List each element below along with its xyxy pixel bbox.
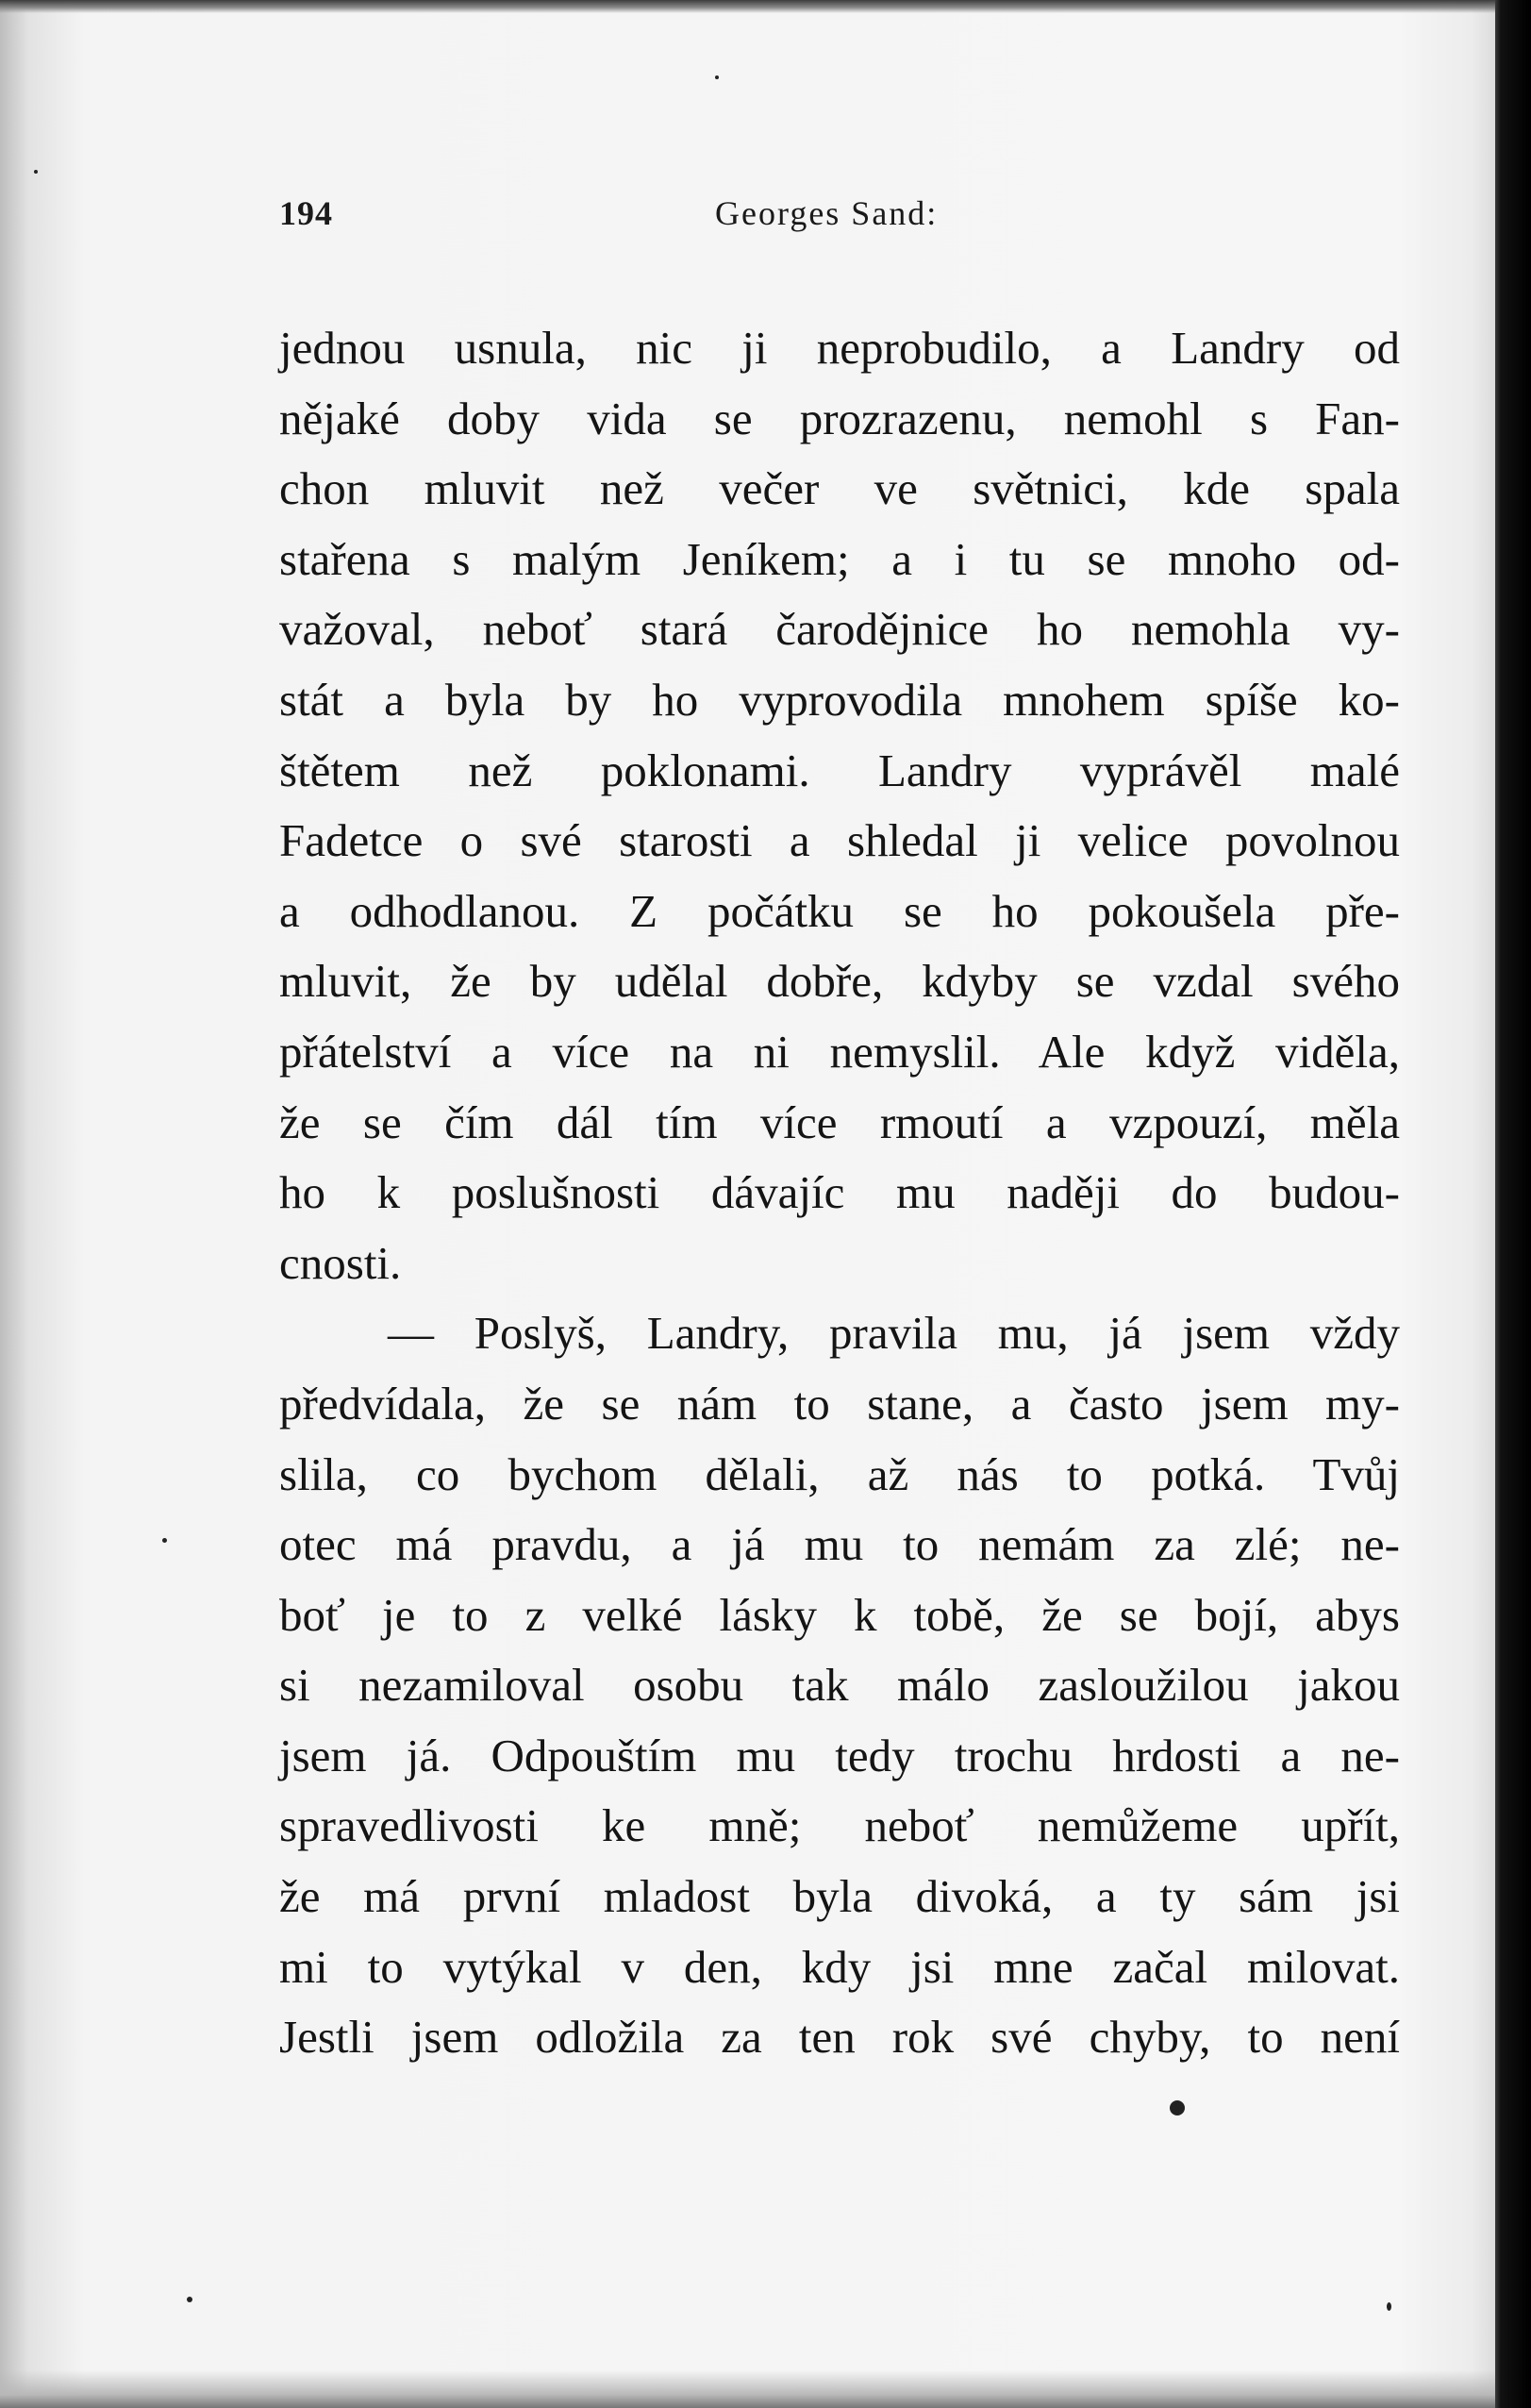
text-line: a odhodlanou. Z počátku se ho pokoušela pře- xyxy=(279,884,1400,937)
text-line: stařena s malým Jeníkem; a i tu se mnoho od- xyxy=(279,532,1400,585)
ink-speck xyxy=(715,75,719,79)
ink-speck xyxy=(187,2297,192,2302)
text-line: — Poslyš, Landry, pravila mu, já jsem vždy xyxy=(388,1307,1400,1360)
text-line: Jestli jsem odložila za ten rok své chyby, to není xyxy=(279,2011,1400,2064)
text-line: že se čím dál tím více rmoutí a vzpouzí, měla xyxy=(279,1095,1400,1148)
text-line: že má první mladost byla divoká, a ty sám jsi xyxy=(279,1870,1400,1923)
text-line: jednou usnula, nic ji neprobudilo, a Landry od xyxy=(279,322,1400,374)
ink-speck xyxy=(1170,2100,1185,2115)
text-line: štětem než poklonami. Landry vyprávěl malé xyxy=(279,744,1400,796)
ink-speck xyxy=(1387,2302,1391,2311)
ink-speck xyxy=(162,1538,167,1543)
scan-edge-bottom xyxy=(0,2370,1495,2408)
text-line: si nezamiloval osobu tak málo zasloužilou jakou xyxy=(279,1659,1400,1712)
text-line: chon mluvit než večer ve světnici, kde spala xyxy=(279,462,1400,515)
body-text xyxy=(279,313,1400,2073)
ink-speck xyxy=(34,170,38,174)
scan-edge-right xyxy=(1495,0,1531,2408)
page-header xyxy=(279,193,1392,241)
text-line: předvídala, že se nám to stane, a často jsem my- xyxy=(279,1377,1400,1430)
running-head: Georges Sand: xyxy=(715,194,939,232)
scan-edge-top xyxy=(0,0,1495,13)
text-line: slila, co bychom dělali, až nás to potká. Tvůj xyxy=(279,1447,1400,1500)
text-line: mi to vytýkal v den, kdy jsi mne začal milovat. xyxy=(279,1940,1400,1993)
text-line: važoval, neboť stará čarodějnice ho nemohla vy- xyxy=(279,603,1400,656)
text-line: boť je to z velké lásky k tobě, že se bojí, abys xyxy=(279,1588,1400,1641)
text-line: ho k poslušnosti dávajíc mu naději do budou- xyxy=(279,1166,1400,1219)
text-line: jsem já. Odpouštím mu tedy trochu hrdosti a ne- xyxy=(279,1729,1400,1781)
text-line: mluvit, že by udělal dobře, kdyby se vzdal svého xyxy=(279,955,1400,1008)
text-line: nějaké doby vida se prozrazenu, nemohl s Fan- xyxy=(279,392,1400,444)
text-line: cnosti. xyxy=(279,1236,402,1289)
text-line: přátelství a více na ni nemyslil. Ale když viděla, xyxy=(279,1025,1400,1078)
text-line: otec má pravdu, a já mu to nemám za zlé; ne- xyxy=(279,1518,1400,1571)
page-number: 194 xyxy=(279,194,333,232)
text-line: Fadetce o své starosti a shledal ji velice povolnou xyxy=(279,814,1400,867)
text-line: spravedlivosti ke mně; neboť nemůžeme upřít, xyxy=(279,1799,1400,1852)
text-line: stát a byla by ho vyprovodila mnohem spíše ko- xyxy=(279,673,1400,726)
